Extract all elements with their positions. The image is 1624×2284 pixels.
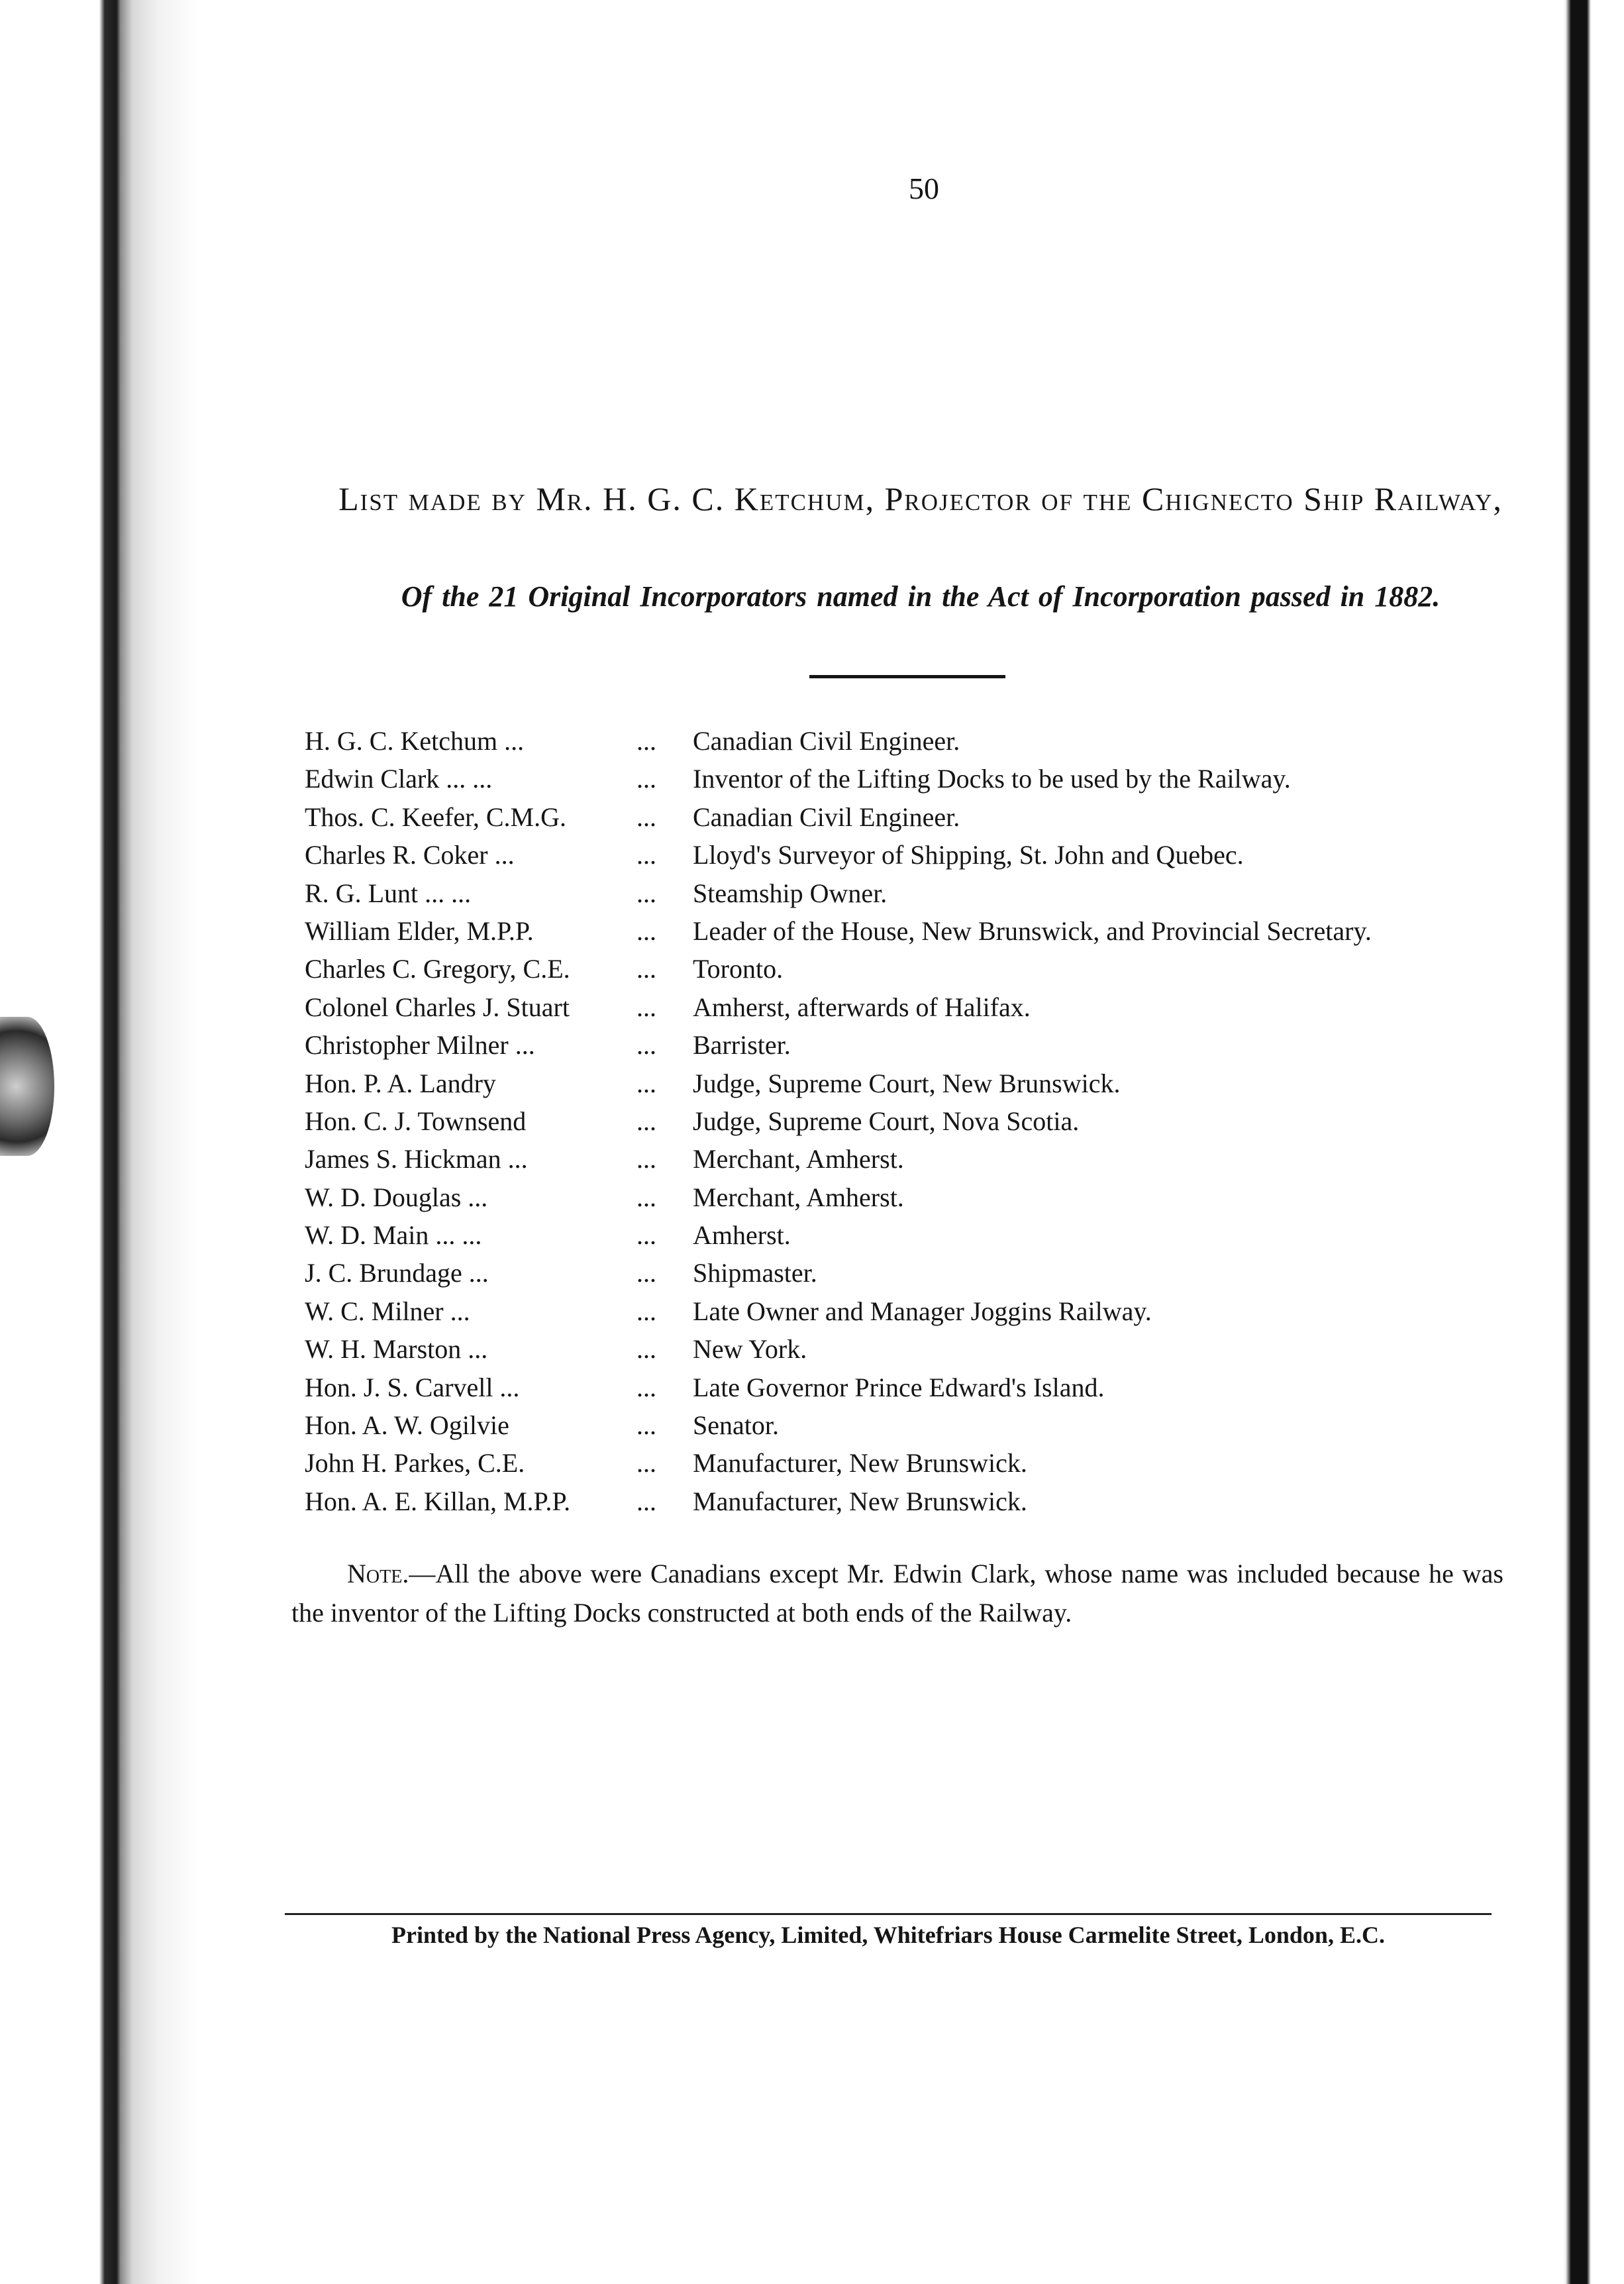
printer-imprint: Printed by the National Press Agency, Limited, Whitefriars House Carmelite Street, London, E.C. xyxy=(391,1922,1385,1948)
incorporator-name: John H. Parkes, C.E. xyxy=(305,1448,525,1479)
incorporator-name: W. H. Marston ... xyxy=(305,1334,488,1365)
leader-dots: ... xyxy=(636,802,656,832)
incorporator-name: William Elder, M.P.P. xyxy=(305,915,534,946)
incorporator-description: Barrister. xyxy=(693,1030,791,1061)
incorporator-description: Toronto. xyxy=(693,954,784,984)
incorporator-name: W. D. Main ... ... xyxy=(305,1220,482,1251)
leader-dots: ... xyxy=(636,1106,656,1136)
leader-dots: ... xyxy=(636,878,656,908)
leader-dots: ... xyxy=(636,1030,656,1061)
note-paragraph xyxy=(291,1554,1503,1632)
leader-dots: ... xyxy=(636,915,656,946)
incorporator-name: W. D. Douglas ... xyxy=(305,1182,488,1212)
incorporator-name: H. G. C. Ketchum ... xyxy=(305,726,525,756)
incorporator-description: Late Owner and Manager Joggins Railway. xyxy=(693,1296,1152,1326)
incorporator-description: Canadian Civil Engineer. xyxy=(693,802,960,832)
incorporator-name: Edwin Clark ... ... xyxy=(305,764,493,794)
incorporator-description: New York. xyxy=(693,1334,807,1365)
leader-dots: ... xyxy=(636,1144,656,1174)
list-item xyxy=(291,760,1550,798)
list-item xyxy=(291,1064,1550,1102)
incorporator-description: Senator. xyxy=(693,1410,779,1441)
incorporator-description: Shipmaster. xyxy=(693,1258,817,1288)
incorporator-description: Judge, Supreme Court, New Brunswick. xyxy=(693,1068,1121,1098)
list-item xyxy=(291,1292,1550,1330)
incorporator-name: Charles C. Gregory, C.E. xyxy=(305,954,570,984)
list-item xyxy=(291,912,1550,950)
page-subtitle: Of the 21 Original Incorporators named in the Act of Incorporation passed in 1882. xyxy=(401,580,1441,613)
list-item xyxy=(291,1482,1550,1520)
incorporator-name: Hon. J. S. Carvell ... xyxy=(305,1372,520,1402)
scan-blot xyxy=(0,1017,54,1156)
leader-dots: ... xyxy=(636,1334,656,1365)
incorporator-description: Inventor of the Lifting Docks to be used by the Railway. xyxy=(693,764,1291,794)
leader-dots: ... xyxy=(636,1182,656,1212)
incorporator-description: Judge, Supreme Court, Nova Scotia. xyxy=(693,1106,1080,1136)
incorporator-description: Merchant, Amherst. xyxy=(693,1182,904,1212)
list-item xyxy=(291,836,1550,874)
title-divider xyxy=(809,675,1005,678)
list-item xyxy=(291,1026,1550,1064)
leader-dots: ... xyxy=(636,992,656,1022)
incorporator-description: Amherst, afterwards of Halifax. xyxy=(693,992,1031,1022)
incorporator-description: Amherst. xyxy=(693,1220,791,1251)
incorporator-name: J. C. Brundage ... xyxy=(305,1258,489,1288)
incorporator-description: Leader of the House, New Brunswick, and Provincial Secretary. xyxy=(693,915,1372,946)
leader-dots: ... xyxy=(636,840,656,870)
incorporator-description: Lloyd's Surveyor of Shipping, St. John and Quebec. xyxy=(693,840,1244,870)
list-item xyxy=(291,1369,1550,1406)
incorporator-name: Colonel Charles J. Stuart xyxy=(305,992,570,1022)
incorporator-description: Merchant, Amherst. xyxy=(693,1144,904,1174)
list-item xyxy=(291,950,1550,988)
incorporator-name: W. C. Milner ... xyxy=(305,1296,470,1326)
incorporator-description: Canadian Civil Engineer. xyxy=(693,726,960,756)
incorporator-name: Hon. A. W. Ogilvie xyxy=(305,1410,509,1441)
list-item xyxy=(291,1406,1550,1444)
leader-dots: ... xyxy=(636,764,656,794)
leader-dots: ... xyxy=(636,1486,656,1516)
leader-dots: ... xyxy=(636,1372,656,1402)
list-item xyxy=(291,798,1550,836)
incorporator-description: Late Governor Prince Edward's Island. xyxy=(693,1372,1105,1402)
incorporator-name: Christopher Milner ... xyxy=(305,1030,535,1061)
incorporator-description: Steamship Owner. xyxy=(693,878,888,908)
incorporator-name: Hon. A. E. Killan, M.P.P. xyxy=(305,1486,571,1516)
list-item xyxy=(291,722,1550,760)
leader-dots: ... xyxy=(636,1448,656,1479)
leader-dots: ... xyxy=(636,726,656,756)
list-item xyxy=(291,874,1550,912)
leader-dots: ... xyxy=(636,954,656,984)
list-item xyxy=(291,1140,1550,1178)
incorporator-name: Hon. P. A. Landry xyxy=(305,1068,496,1098)
list-item xyxy=(291,1102,1550,1140)
leader-dots: ... xyxy=(636,1296,656,1326)
list-item xyxy=(291,1444,1550,1482)
incorporator-name: R. G. Lunt ... ... xyxy=(305,878,472,908)
leader-dots: ... xyxy=(636,1410,656,1441)
page-title: List made by Mr. H. G. C. Ketchum, Projector of the Chignecto Ship Railway, xyxy=(338,480,1503,517)
note-lead: Note. xyxy=(347,1559,409,1588)
list-item xyxy=(291,1330,1550,1368)
incorporator-name: Thos. C. Keefer, C.M.G. xyxy=(305,802,566,832)
incorporator-name: Charles R. Coker ... xyxy=(305,840,515,870)
incorporator-description: Manufacturer, New Brunswick. xyxy=(693,1448,1027,1479)
leader-dots: ... xyxy=(636,1220,656,1251)
footer-divider xyxy=(285,1913,1492,1915)
list-item xyxy=(291,1254,1550,1292)
leader-dots: ... xyxy=(636,1068,656,1098)
page-number: 50 xyxy=(909,172,939,205)
incorporator-name: Hon. C. J. Townsend xyxy=(305,1106,527,1136)
list-item xyxy=(291,1216,1550,1254)
note-text: —All the above were Canadians except Mr. Edwin Clark, whose name was included because he was the inventor of the Lifting Docks constructed at both ends of the Railway. xyxy=(291,1559,1503,1628)
incorporator-name: James S. Hickman ... xyxy=(305,1144,528,1174)
leader-dots: ... xyxy=(636,1258,656,1288)
incorporator-description: Manufacturer, New Brunswick. xyxy=(693,1486,1027,1516)
list-item xyxy=(291,1178,1550,1216)
list-item xyxy=(291,988,1550,1026)
incorporator-list xyxy=(291,722,1550,1520)
